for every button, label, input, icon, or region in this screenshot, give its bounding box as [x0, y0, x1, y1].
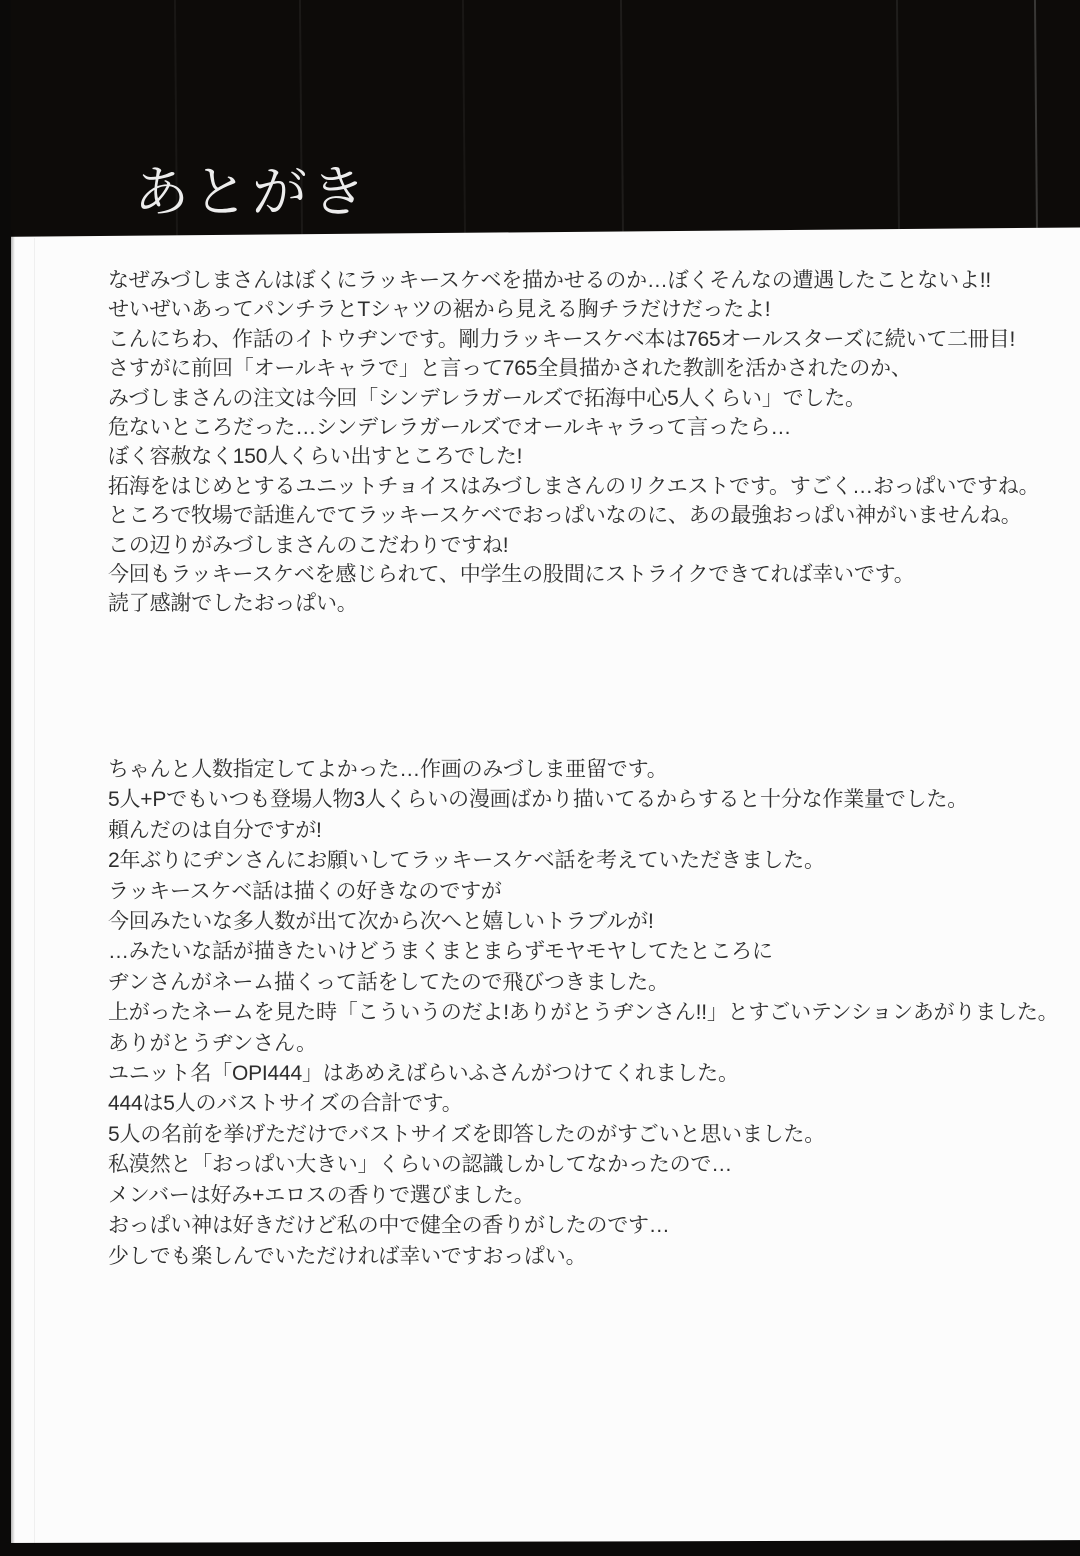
text-line: せいぜいあってパンチラとTシャツの裾から見える胸チラだけだったよ! — [108, 298, 771, 322]
text-line: みづしまさんの注文は今回「シンデレラガールズで拓海中心5人くらい」でした。 — [108, 386, 866, 410]
text-line: さすがに前回「オールキャラで」と言って765全員描かされた教訓を活かされたのか、 — [108, 357, 912, 381]
text-line: こんにちわ、作話のイトウヂンです。剛力ラッキースケベ本は765オールスターズに続いて二冊目! — [108, 327, 1016, 351]
text-line: 今回もラッキースケベを感じられて、中学生の股間にストライクできてれば幸いです。 — [108, 563, 915, 587]
text-line: おっぱい神は好きだけど私の中で健全の香りがしたのです… — [108, 1214, 670, 1238]
text-line: ユニット名「OPI444」はあめえばらいふさんがつけてくれました。 — [108, 1062, 739, 1086]
text-line: ヂンさんがネーム描くって話をしてたので飛びつきました。 — [108, 970, 669, 994]
text-line: ラッキースケベ話は描くの好きなのですが — [108, 879, 502, 903]
text-line: …みたいな話が描きたいけどうまくまとまらずモヤモヤしてたところに — [108, 940, 773, 964]
text-line: 上がったネームを見た時「こういうのだよ!ありがとうヂンさん!!」とすごいテンションあがりました。 — [108, 1001, 1059, 1025]
page-title: あとがき — [134, 161, 371, 223]
scan-streak — [620, 0, 624, 231]
text-line: ちゃんと人数指定してよかった…作画のみづしま亜留です。 — [108, 758, 668, 781]
page-edge-bottom — [0, 1540, 1080, 1556]
text-line: 頼んだのは自分ですが! — [108, 818, 322, 842]
page-edge-left-shadow — [11, 230, 15, 1556]
text-line: この辺りがみづしまさんのこだわりですね! — [108, 533, 509, 557]
text-line: ところで牧場で話進んでてラッキースケベでおっぱいなのに、あの最強おっぱい神がいませんね。 — [108, 504, 1022, 528]
text-line: 444は5人のバストサイズの合計です。 — [108, 1092, 463, 1116]
scan-streak — [896, 0, 900, 229]
text-line: メンバーは好み+エロスの香りで選びました。 — [108, 1183, 535, 1207]
text-line: 今回みたいな多人数が出て次から次へと嬉しいトラブルが! — [108, 910, 654, 934]
text-line: 5人+Pでもいつも登場人物3人くらいの漫画ばかり描いてるからすると十分な作業量でした。 — [108, 788, 969, 812]
scan-streak — [1034, 0, 1038, 228]
afterword-writer-paragraph — [108, 266, 1039, 619]
text-line: なぜみづしまさんはぼくにラッキースケベを描かせるのか…ぼくそんなの遭遇したことないよ!! — [108, 269, 991, 292]
text-line: 危ないところだった…シンデレラガールズでオールキャラって言ったら… — [108, 416, 792, 440]
afterword-artist-paragraph — [108, 755, 1058, 1272]
text-line: 少しでも楽しんでいただければ幸いですおっぱい。 — [108, 1244, 587, 1268]
scan-streak — [462, 0, 466, 233]
text-line: ぼく容赦なく150人くらい出すところでした! — [108, 445, 523, 469]
text-line: 2年ぶりにヂンさんにお願いしてラッキースケベ話を考えていただきました。 — [108, 849, 825, 873]
page-fold-line — [34, 238, 35, 1543]
text-line: 私漠然と「おっぱい大きい」くらいの認識しかしてなかったので… — [108, 1153, 732, 1177]
text-line: 拓海をはじめとするユニットチョイスはみづしまさんのリクエストです。すごく…おっぱいですね。 — [108, 474, 1040, 498]
text-line: 5人の名前を挙げただけでバストサイズを即答したのがすごいと思いました。 — [108, 1122, 825, 1146]
text-line: 読了感謝でしたおっぱい。 — [108, 592, 358, 616]
text-line: ありがとうヂンさん。 — [108, 1031, 317, 1055]
page-edge-left — [0, 0, 11, 1556]
